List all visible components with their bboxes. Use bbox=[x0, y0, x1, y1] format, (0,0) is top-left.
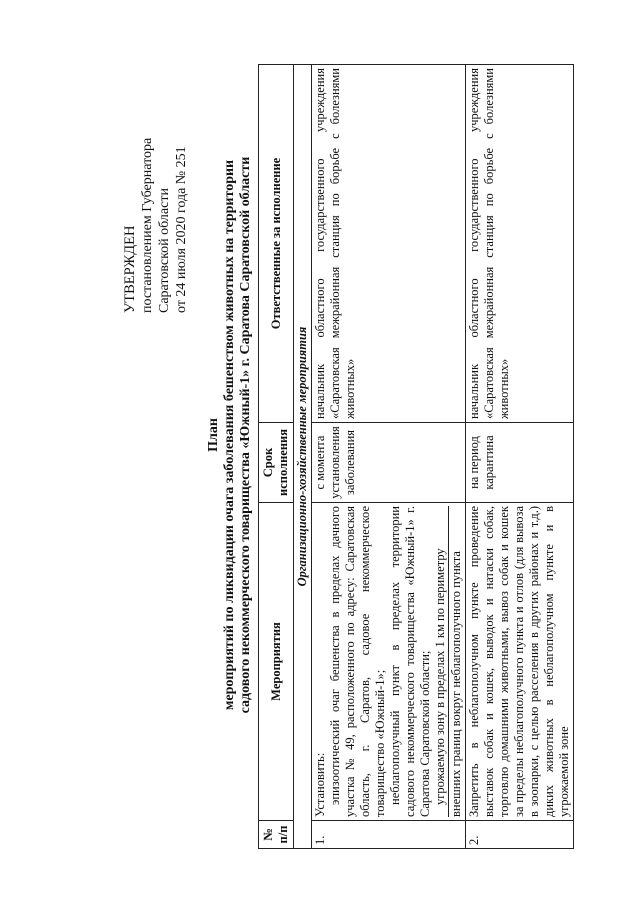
table-row bbox=[312, 65, 466, 849]
header-responsible: Ответственные за исполнение bbox=[259, 65, 294, 423]
measure-line: угрожаемую зону в пределах 1 км по периметру bbox=[433, 548, 447, 805]
row-number: 1. bbox=[312, 821, 466, 849]
measure-line: эпизоотический очаг бешенства в пределах дачного участка № 49, расположенного по адресу: Саратовская область, г. Саратов, садовое некоммерческое товарищество «Южный-1»; bbox=[328, 506, 387, 817]
measure-line: неблагополучный пункт в пределах территории садового некоммерческого товарищества «Южный-1» г. Саратова Саратовской области; bbox=[388, 506, 432, 817]
row-responsible: начальник областного государственного учреждения «Саратовская межрайонная станция по борьбе с болезнями животных» bbox=[466, 65, 574, 423]
approval-stamp bbox=[122, 53, 190, 313]
measure-line: Запретить в неблагополучном пункте проведение выставок собак и кошек, выводок и натаски собак, торговлю домашними животными, вывоз собак и кошек за пределы неблагополучного пункта и отлов (для вывоза в зоопарки, с целью расселения в других районах и т.д.) диких животных в неблагополучном пункте и в угрожаемой зоне bbox=[467, 506, 571, 817]
approval-line: Саратовской области bbox=[157, 188, 172, 313]
plan-table bbox=[258, 64, 574, 849]
header-period: Срок исполнения bbox=[259, 423, 294, 503]
row-responsible: начальник областного государственного учреждения «Саратовская межрайонная станция по борьбе с болезнями животных» bbox=[312, 65, 466, 423]
row-measures bbox=[312, 503, 466, 821]
title-line: садового некоммерческого товарищества «Южный-1» г. Саратова Саратовской области bbox=[238, 156, 253, 714]
approval-line: постановлением Губернатора bbox=[140, 137, 155, 313]
approval-heading: УТВЕРЖДЕН bbox=[122, 225, 138, 313]
section-row bbox=[294, 65, 312, 849]
row-period: на период карантина bbox=[466, 423, 574, 503]
section-title: Организационно-хозяйственные мероприятия bbox=[294, 65, 312, 849]
document-title bbox=[206, 135, 254, 735]
table-header-row bbox=[259, 65, 294, 849]
table-row bbox=[466, 65, 574, 849]
row-period: с момента установления заболевания bbox=[312, 423, 466, 503]
title-line: План bbox=[206, 418, 221, 452]
approval-line: от 24 июля 2020 года № 251 bbox=[174, 146, 189, 313]
row-number: 2. bbox=[466, 821, 574, 849]
header-num: № п/п bbox=[259, 821, 294, 849]
measure-line: Установить: bbox=[313, 752, 327, 817]
header-measures: Мероприятия bbox=[259, 503, 294, 821]
title-line: мероприятий по ликвидации очага заболевания бешенством животных на территории bbox=[222, 159, 237, 711]
row-measures bbox=[466, 503, 574, 821]
measure-line: внешних границ вокруг неблагополучного пункта bbox=[448, 506, 464, 817]
